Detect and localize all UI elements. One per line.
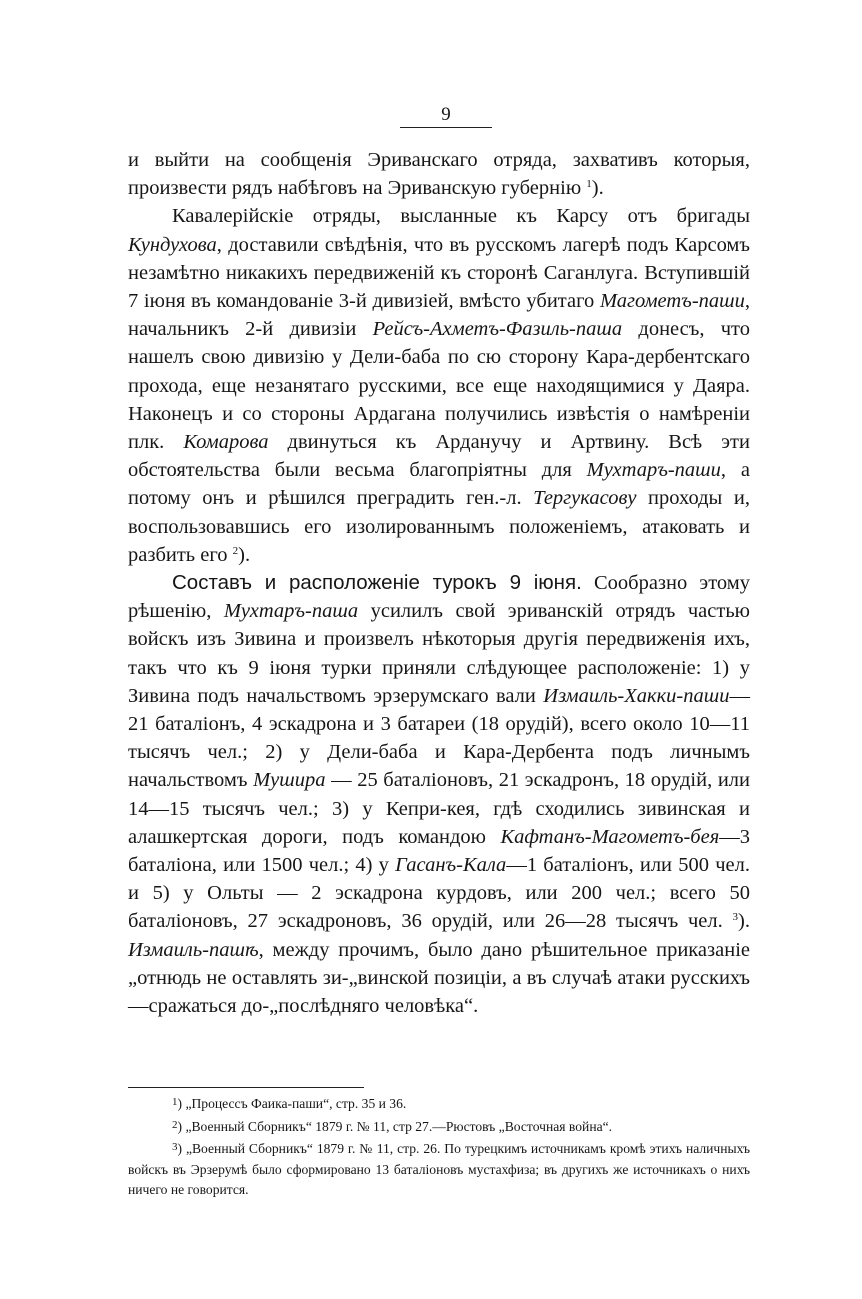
footnote-ref-3: 3	[732, 911, 739, 924]
text: двинуться къ Арданучу и Артвину. Всѣ эти обстоятельства были весьма благопріятны для	[128, 431, 750, 482]
text: ).	[738, 910, 750, 933]
footnote-ref-2: 2	[232, 544, 239, 557]
name-magomet-pasha: Магометъ-паши	[599, 290, 745, 313]
name-izmail-khakki-pasha: Измаиль-Хакки-паши	[543, 684, 730, 707]
footnote-2: $^2$) „Военный Сборникъ“ 1879 г. № 11, стр 27.—Рюстовъ „Восточная война“.	[172, 1118, 613, 1134]
paragraph-2	[128, 202, 750, 569]
footnote-rule	[128, 1087, 364, 1088]
page-number: 9	[441, 104, 451, 125]
footnote-ref-1: 1	[586, 178, 592, 191]
text: , доставили свѣдѣнія, что въ русскомъ лагерѣ подъ Карсомъ незамѣтно никакихъ передвиженій къ сторонѣ Саганлуга. Вступившій 7 іюня въ командованіе 3-й дивизіей, вмѣсто убитаго	[128, 233, 750, 313]
name-gasan-kala: Гасанъ-Кала	[395, 854, 507, 877]
footnote-1: $^1$) „Процессъ Фаика-паши“, стр. 35 и 36.	[172, 1096, 407, 1111]
text: Сообразно этому рѣшенію,	[128, 572, 751, 623]
footnote-text: „Процессъ Фаика-паши“, стр. 35 и 36.	[185, 1096, 407, 1111]
name-reis-akhmet: Рейсъ-Ахметъ-Фазиль-паша	[372, 318, 623, 341]
section-heading: Составъ и расположеніе турокъ 9 іюня.	[172, 571, 582, 595]
name-komarov: Комарова	[183, 431, 269, 454]
name-kundukhov: Кундухова	[128, 233, 217, 256]
text: , между прочимъ, было дано рѣшительное приказаніе „отнюдь не оставлять зи-„винской позиціи, а въ случаѣ атаки русскихъ—сражаться до-„послѣдняго человѣка“.	[128, 938, 750, 1018]
text: ).	[591, 177, 604, 200]
footnote-mark: 2	[172, 1118, 178, 1131]
text: , начальникъ 2-й дивизіи	[128, 290, 750, 341]
text: —1 баталіонъ, или 500 чел. и 5) у Ольты — 2 эскадрона курдовъ, или 200 чел.; всего 50 баталіоновъ, 27 эскадроновъ, 36 орудій, или 26—28 тысячъ чел.	[128, 854, 750, 933]
main-text	[128, 146, 750, 1020]
name-tergukasov: Тергукасову	[533, 487, 637, 510]
text: донесъ, что нашелъ свою дивизію у Дели-баба по сю сторону Кара-дербентскаго прохода, еще незанятаго русскими, все еще находящимися у Даяра. Наконецъ и со стороны Ардагана получились извѣстія о намѣреніи плк.	[128, 318, 750, 454]
footnote-mark: 3	[172, 1141, 178, 1153]
name-kaftan-magomet-bey: Кафтанъ-Магометъ-бея	[500, 825, 720, 848]
name-mukhtar-pasha: Мухтаръ-паша	[223, 600, 359, 623]
footnote-3: $^3$) „Военный Сборникъ“ 1879 г. № 11, стр. 26. По турецкимъ источникамъ кромѣ этихъ наличныхъ войскъ въ Эрзерумѣ было сформировано 13 баталіоновъ мустахфиза; въ другихъ же источникахъ о нихъ ничего не говорится.	[128, 1141, 750, 1197]
text: —21 баталіонъ, 4 эскадрона и 3 батареи (18 орудій), всего около 10—11 тысячъ чел.; 2) у Дели-баба и Кара-Дербента подъ личнымъ начальствомъ	[128, 684, 750, 792]
text: , а потому онъ и рѣшился преградить ген.-л.	[128, 459, 750, 510]
name-mukhtar-pasha: Мухтаръ-паши	[586, 459, 721, 482]
text: Кавалерійскіе отряды, высланные къ Карсу отъ бригады	[172, 205, 750, 228]
page-number-rule	[400, 127, 492, 128]
text: проходы и, воспользовавшись его изолированнымъ положеніемъ, атаковать и разбить его	[128, 487, 750, 566]
footnote-text: „Военный Сборникъ“ 1879 г. № 11, стр. 26. По турецкимъ источникамъ кромѣ этихъ наличныхъ войскъ въ Эрзерумѣ было сформировано 13 баталіоновъ мустахфиза; въ другихъ же источникахъ о нихъ ничего не говорится.	[128, 1141, 750, 1197]
footnotes	[128, 1092, 750, 1201]
paragraph-3	[128, 569, 750, 1020]
text: усилилъ свой эриванскій отрядъ частью войскъ изъ Зивина и произвелъ нѣкоторыя другія передвиженія ихъ, такъ что къ 9 іюня турки приняли слѣдующее расположеніе: 1) у Зивина подъ начальствомъ эрзерумскаго вали	[128, 600, 750, 707]
paragraph-1	[128, 146, 750, 202]
text: и выйти на сообщенія Эриванскаго отряда, захвативъ которыя, произвести рядъ набѣговъ на Эриванскую губернію	[128, 149, 750, 200]
text: —3 баталіона, или 1500 чел.; 4) у	[128, 825, 750, 877]
text: ).	[238, 543, 251, 566]
name-mushir: Мушира	[253, 769, 326, 792]
footnote-mark: 1	[172, 1096, 178, 1108]
text: — 25 баталіоновъ, 21 эскадронъ, 18 орудій, или 14—15 тысячъ чел.; 3) у Кепри-кея, гдѣ сходились зивинская и алашкертская дороги, подъ командою	[128, 769, 750, 848]
footnote-text: „Военный Сборникъ“ 1879 г. № 11, стр 27.—Рюстовъ „Восточная война“.	[185, 1118, 613, 1134]
name-izmail-pasha: Измаиль-пашѣ	[128, 938, 259, 961]
